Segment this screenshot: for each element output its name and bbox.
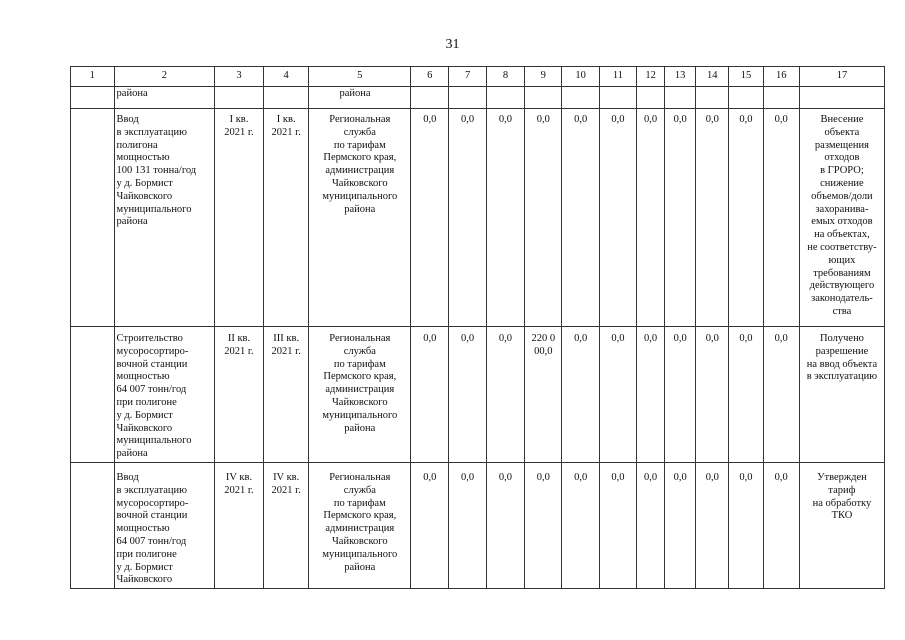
row-number-cell — [71, 462, 115, 588]
continuation-text: района — [309, 87, 411, 109]
measure-name: Ввод в эксплуатацию мусоросортиро- вочной станции мощностью 64 007 тонн/год при полигоне у д. Бормист Чайковского — [114, 462, 215, 588]
expected-result: Утвержден тариф на обработку ТКО — [799, 462, 884, 588]
column-number: 14 — [696, 67, 729, 87]
table-cell — [599, 87, 636, 109]
value-cell: 0,0 — [486, 462, 524, 588]
value-cell: 0,0 — [665, 462, 696, 588]
column-number: 7 — [449, 67, 486, 87]
value-cell: 0,0 — [599, 109, 636, 327]
table-cell — [215, 87, 264, 109]
program-table — [70, 66, 885, 589]
value-cell: 0,0 — [763, 462, 799, 588]
end-period: I кв. 2021 г. — [263, 109, 309, 327]
responsible-executor: Региональная служба по тарифам Пермского края, администрация Чайковского муниципального района — [309, 327, 411, 463]
column-number: 12 — [637, 67, 665, 87]
continuation-row — [71, 87, 885, 109]
value-cell: 0,0 — [562, 462, 599, 588]
value-cell: 0,0 — [763, 109, 799, 327]
value-cell: 0,0 — [486, 109, 524, 327]
table-row — [71, 462, 885, 588]
value-cell: 0,0 — [637, 462, 665, 588]
table-cell — [449, 87, 486, 109]
value-cell: 0,0 — [599, 462, 636, 588]
value-cell: 0,0 — [411, 327, 449, 463]
table-cell — [71, 87, 115, 109]
responsible-executor: Региональная служба по тарифам Пермского края, администрация Чайковского муниципального района — [309, 462, 411, 588]
measure-name: Строительство мусоросортиро- вочной станции мощностью 64 007 тонн/год при полигоне у д. Бормист Чайковского муниципального района — [114, 327, 215, 463]
table-cell — [665, 87, 696, 109]
table-cell — [411, 87, 449, 109]
end-period: III кв. 2021 г. — [263, 327, 309, 463]
value-cell: 0,0 — [696, 109, 729, 327]
table-cell — [525, 87, 562, 109]
table-cell — [486, 87, 524, 109]
table-row — [71, 327, 885, 463]
column-number: 15 — [729, 67, 763, 87]
column-number: 6 — [411, 67, 449, 87]
table-cell — [763, 87, 799, 109]
value-cell: 0,0 — [562, 327, 599, 463]
column-number: 17 — [799, 67, 884, 87]
column-number: 5 — [309, 67, 411, 87]
table-cell — [696, 87, 729, 109]
value-cell: 0,0 — [763, 327, 799, 463]
table-cell — [637, 87, 665, 109]
table-row — [71, 109, 885, 327]
column-number: 16 — [763, 67, 799, 87]
start-period: I кв. 2021 г. — [215, 109, 264, 327]
column-number: 2 — [114, 67, 215, 87]
start-period: II кв. 2021 г. — [215, 327, 264, 463]
value-cell: 0,0 — [525, 462, 562, 588]
column-number: 13 — [665, 67, 696, 87]
value-cell: 0,0 — [411, 109, 449, 327]
column-number: 10 — [562, 67, 599, 87]
page-number: 31 — [445, 37, 460, 52]
value-cell: 0,0 — [637, 327, 665, 463]
measure-name: Ввод в эксплуатацию полигона мощностью 100 131 тонна/год у д. Бормист Чайковского муниципального района — [114, 109, 215, 327]
table-cell — [729, 87, 763, 109]
column-number: 11 — [599, 67, 636, 87]
value-cell: 0,0 — [696, 327, 729, 463]
value-cell: 0,0 — [449, 109, 486, 327]
value-cell: 0,0 — [665, 327, 696, 463]
value-cell: 0,0 — [486, 327, 524, 463]
table-cell — [562, 87, 599, 109]
column-number: 4 — [263, 67, 309, 87]
table-cell — [263, 87, 309, 109]
value-cell: 0,0 — [637, 109, 665, 327]
value-cell: 0,0 — [449, 327, 486, 463]
value-cell: 0,0 — [729, 462, 763, 588]
start-period: IV кв. 2021 г. — [215, 462, 264, 588]
expected-result: Получено разрешение на ввод объекта в эксплуатацию — [799, 327, 884, 463]
continuation-text: района — [114, 87, 215, 109]
value-cell: 0,0 — [449, 462, 486, 588]
value-cell: 0,0 — [665, 109, 696, 327]
value-cell: 220 0 00,0 — [525, 327, 562, 463]
column-number-header-row — [71, 67, 885, 87]
value-cell: 0,0 — [525, 109, 562, 327]
value-cell: 0,0 — [599, 327, 636, 463]
value-cell: 0,0 — [562, 109, 599, 327]
value-cell: 0,0 — [411, 462, 449, 588]
end-period: IV кв. 2021 г. — [263, 462, 309, 588]
responsible-executor: Региональная служба по тарифам Пермского края, администрация Чайковского муниципального района — [309, 109, 411, 327]
expected-result: Внесение объекта размещения отходов в ГРОРО; снижение объемов/доли захоранива- емых отходов на объектах, не соответству- ющих требованиям действующего законодатель- ства — [799, 109, 884, 327]
column-number: 3 — [215, 67, 264, 87]
row-number-cell — [71, 109, 115, 327]
value-cell: 0,0 — [729, 109, 763, 327]
value-cell: 0,0 — [696, 462, 729, 588]
column-number: 1 — [71, 67, 115, 87]
row-number-cell — [71, 327, 115, 463]
column-number: 9 — [525, 67, 562, 87]
value-cell: 0,0 — [729, 327, 763, 463]
column-number: 8 — [486, 67, 524, 87]
table-cell — [799, 87, 884, 109]
